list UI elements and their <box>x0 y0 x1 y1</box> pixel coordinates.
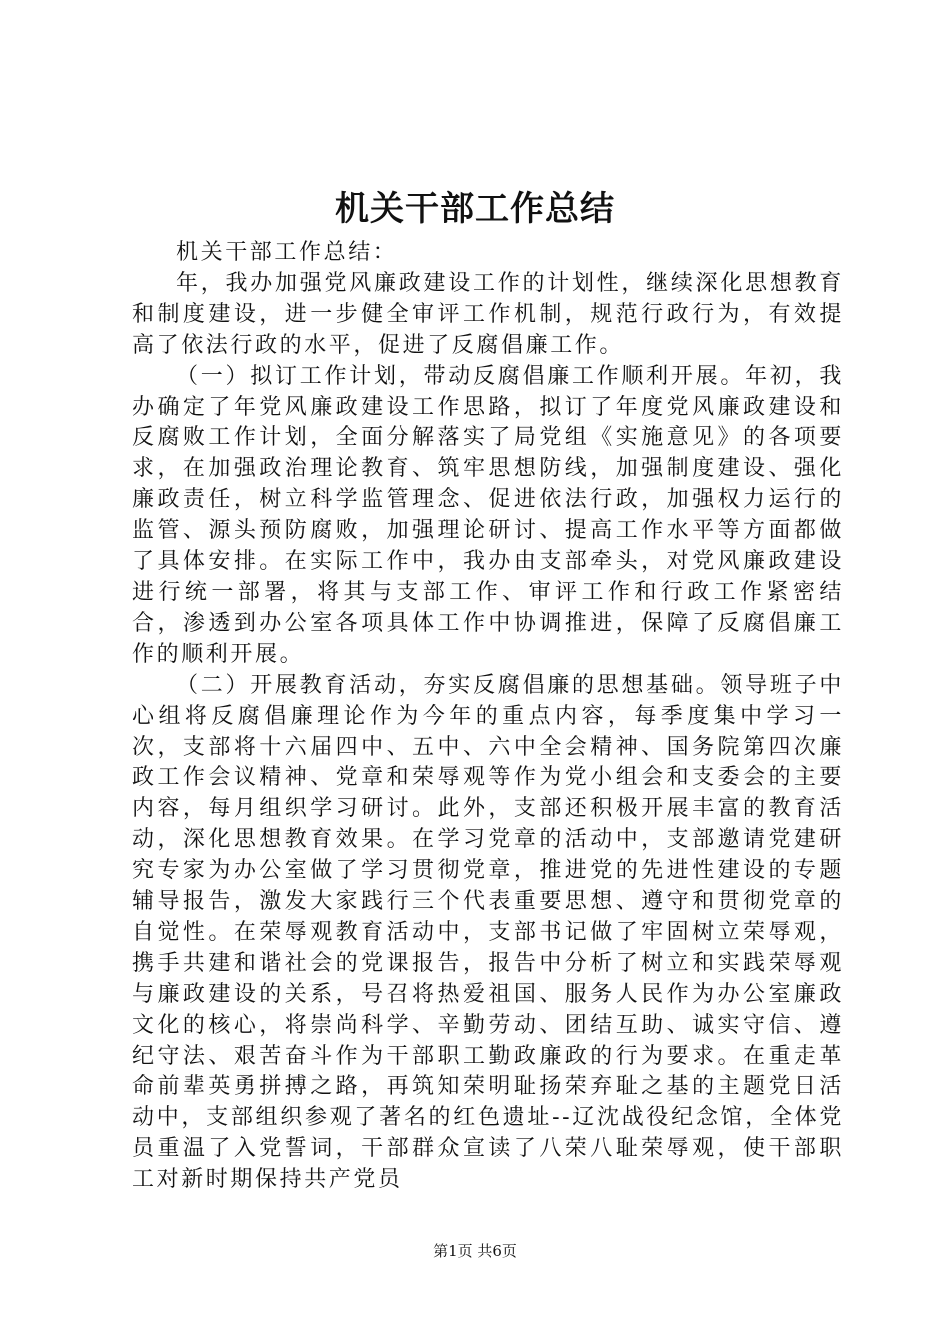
document-body <box>132 238 844 1196</box>
page-number-footer: 第1页 共6页 <box>433 1242 517 1260</box>
section-one-paragraph: （一）拟订工作计划，带动反腐倡廉工作顺利开展。年初，我办确定了年党风廉政建设工作思路，拟订了年度党风廉政建设和反腐败工作计划，全面分解落实了局党组《实施意见》的各项要求，在加强政治理论教育、筑牢思想防线，加强制度建设、强化廉政责任，树立科学监管理念、促进依法行政，加强权力运行的监管、源头预防腐败，加强理论研讨、提高工作水平等方面都做了具体安排。在实际工作中，我办由支部牵头，对党风廉政建设进行统一部署，将其与支部工作、审评工作和行政工作紧密结合，渗透到办公室各项具体工作中协调推进，保障了反腐倡廉工作的顺利开展。 <box>132 363 844 667</box>
section-two-paragraph: （二）开展教育活动，夯实反腐倡廉的思想基础。领导班子中心组将反腐倡廉理论作为今年的重点内容，每季度集中学习一次，支部将十六届四中、五中、六中全会精神、国务院第四次廉政工作会议精神、党章和荣辱观等作为党小组会和支委会的主要内容，每月组织学习研讨。此外，支部还积极开展丰富的教育活动，深化思想教育效果。在学习党章的活动中，支部邀请党建研究专家为办公室做了学习贯彻党章，推进党的先进性建设的专题辅导报告，激发大家践行三个代表重要思想、遵守和贯彻党章的自觉性。在荣辱观教育活动中，支部书记做了牢固树立荣辱观，携手共建和谐社会的党课报告，报告中分析了树立和实践荣辱观与廉政建设的关系，号召将热爱祖国、服务人民作为办公室廉政文化的核心，将崇尚科学、辛勤劳动、团结互助、诚实守信、遵纪守法、艰苦奋斗作为干部职工勤政廉政的行为要求。在重走革命前辈英勇拼搏之路，再筑知荣明耻扬荣弃耻之基的主题党日活动中，支部组织参观了著名的红色遗址--辽沈战役纪念馆，全体党员重温了入党誓词，干部群众宣读了八荣八耻荣辱观，使干部职工对新时期保持共产党员 <box>132 672 844 1193</box>
opening-line: 机关干部工作总结： <box>176 240 398 265</box>
intro-paragraph: 年，我办加强党风廉政建设工作的计划性，继续深化思想教育和制度建设，进一步健全审评工作机制，规范行政行为，有效提高了依法行政的水平，促进了反腐倡廉工作。 <box>132 270 844 358</box>
page-title: 机关干部工作总结 <box>335 189 615 229</box>
